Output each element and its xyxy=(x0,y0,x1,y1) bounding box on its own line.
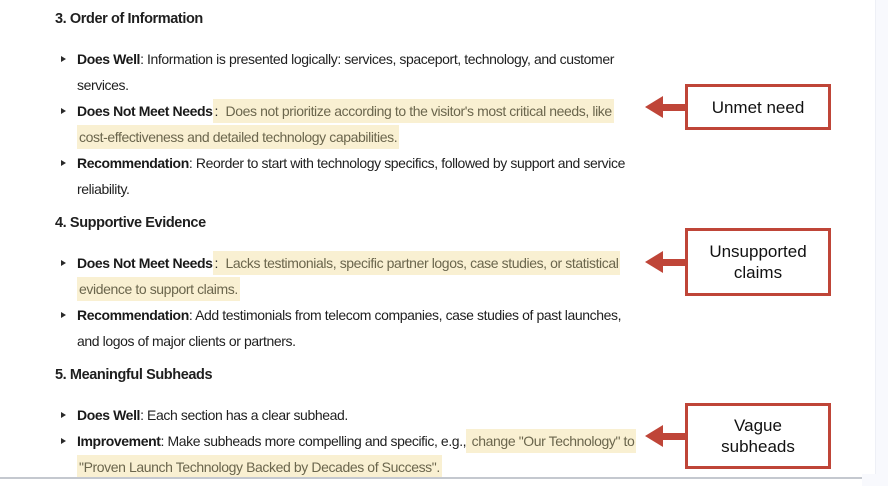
callout-arrow-icon xyxy=(645,425,688,447)
callout-box-unsupported-claims xyxy=(685,228,831,296)
section-heading: 3. Order of Information xyxy=(55,11,203,27)
arrow-tail xyxy=(663,259,688,266)
list-item xyxy=(55,250,705,302)
text-segment: Improvement xyxy=(77,433,161,449)
text-segment: Does Well xyxy=(77,407,141,423)
callout-label-line: subheads xyxy=(721,437,795,456)
text-segment: Recommendation xyxy=(77,155,189,171)
bullet-icon xyxy=(61,108,66,114)
callout-label-line: Unmet need xyxy=(711,97,805,117)
callout-label xyxy=(688,97,828,118)
text-segment: : Each section has a clear subhead. xyxy=(140,407,348,423)
list-item xyxy=(55,428,705,480)
text-segment: : Information is presented logically: services, spaceport, technology, and customer xyxy=(140,51,614,67)
callout-arrow-icon xyxy=(645,96,688,118)
arrow-head-icon xyxy=(645,96,663,118)
callout-box-unmet-need xyxy=(685,84,831,130)
bullet-list xyxy=(55,46,705,202)
text-segment: : Add testimonials from telecom companies, case studies of past launches, xyxy=(188,307,622,323)
highlight-segment: Does not prioritize according to the visitor's most critical needs, like xyxy=(224,99,614,123)
arrow-head-icon xyxy=(645,251,663,273)
scrollbar-corner xyxy=(862,474,876,486)
text-segment: Recommendation xyxy=(77,307,189,323)
arrow-head-icon xyxy=(645,425,663,447)
list-item xyxy=(55,150,705,202)
highlight-segment: change "Our Technology" to xyxy=(466,429,636,453)
text-segment: Does Not Meet Needs xyxy=(77,255,213,271)
arrow-tail xyxy=(663,104,688,111)
callout-label-line: Vague xyxy=(734,416,782,435)
list-item xyxy=(55,302,705,354)
review-section xyxy=(55,6,705,202)
text-segment: : Reorder to start with technology specifics, followed by support and service xyxy=(188,155,625,171)
text-segment: services. xyxy=(77,77,129,93)
highlight-segment: cost-effectiveness and detailed technology capabilities. xyxy=(77,125,399,149)
arrow-tail xyxy=(663,433,688,440)
review-section xyxy=(55,362,705,480)
callout-label xyxy=(688,241,828,283)
review-sections xyxy=(55,6,705,480)
callout-box-vague-subheads xyxy=(685,403,831,469)
bullet-icon xyxy=(61,260,66,266)
text-segment: and logos of major clients or partners. xyxy=(77,333,296,349)
window-bottom-divider xyxy=(0,477,862,479)
bullet-icon xyxy=(61,56,66,62)
highlight-segment: : xyxy=(213,251,224,275)
callout-label-line: claims xyxy=(733,263,783,282)
bullet-list xyxy=(55,402,705,480)
callout-label-line: Unsupported xyxy=(709,242,807,261)
scrollbar-track[interactable] xyxy=(875,0,888,486)
list-item xyxy=(55,402,705,428)
highlight-segment: "Proven Launch Technology Backed by Decades of Success". xyxy=(77,455,442,479)
highlight-segment: Lacks testimonials, specific partner logos, case studies, or statistical xyxy=(224,251,621,275)
list-item xyxy=(55,98,705,150)
bullet-list xyxy=(55,250,705,354)
text-segment: Does Not Meet Needs xyxy=(77,103,213,119)
bullet-icon xyxy=(61,312,66,318)
bullet-icon xyxy=(61,412,66,418)
review-section xyxy=(55,210,705,354)
text-segment: : Make subheads more compelling and specific, e.g., xyxy=(160,433,467,449)
bullet-icon xyxy=(61,438,66,444)
highlight-segment: : xyxy=(213,99,224,123)
bullet-icon xyxy=(61,160,66,166)
callout-arrow-icon xyxy=(645,251,688,273)
callout-label xyxy=(688,415,828,457)
list-item xyxy=(55,46,705,98)
text-segment: Does Well xyxy=(77,51,141,67)
text-segment: reliability. xyxy=(77,181,130,197)
highlight-segment: evidence to support claims. xyxy=(77,277,240,301)
section-heading: 4. Supportive Evidence xyxy=(55,215,206,231)
section-heading: 5. Meaningful Subheads xyxy=(55,367,213,383)
